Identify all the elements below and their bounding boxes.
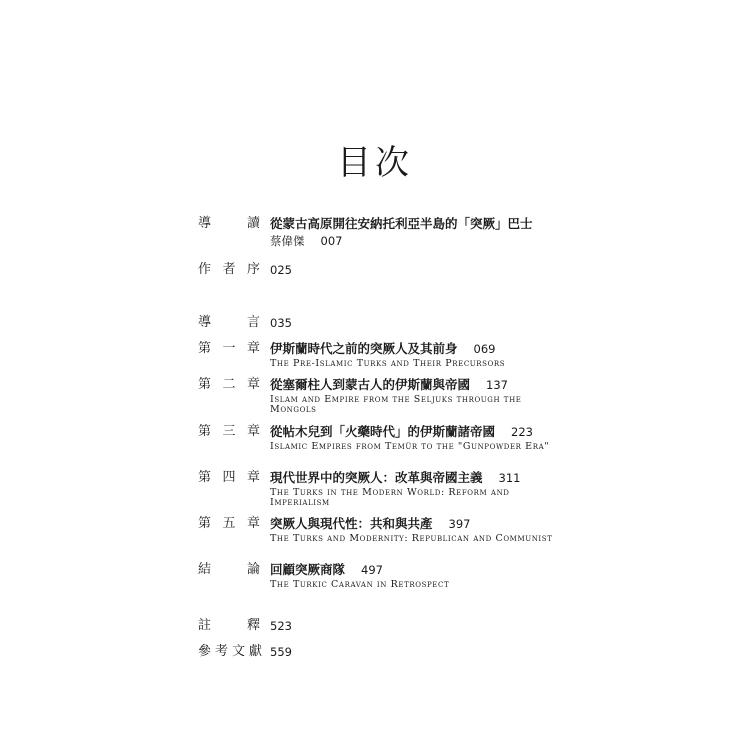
- entry-page: 137: [486, 378, 508, 392]
- entry-label: 註 釋: [198, 618, 260, 633]
- entry-page: 007: [320, 234, 343, 248]
- entry-title: 從帖木兒到「火藥時代」的伊斯蘭諸帝國: [270, 424, 496, 439]
- page-title: 目次: [337, 143, 413, 183]
- entry-author: 蔡偉傑: [270, 234, 305, 248]
- entry-label: 參 考 文 獻: [198, 644, 267, 659]
- entry-label: 作 者 序: [198, 262, 260, 277]
- entry-label: 結 論: [198, 562, 260, 577]
- entry-page: 223: [511, 425, 533, 439]
- entry-page: 559: [270, 645, 292, 659]
- entry-english-title: Islamic Empires from Temür to the "Gunpowder Era": [270, 441, 550, 452]
- entry-label: 第 二 章: [198, 377, 260, 392]
- entry-title: 伊斯蘭時代之前的突厥人及其前身: [270, 341, 458, 356]
- entry-english-title: The Turkic Caravan in Retrospect: [270, 579, 450, 590]
- entry-label: 第 三 章: [198, 424, 260, 439]
- entry-english-title: The Turks in the Modern World: Reform and Imperialism: [270, 487, 510, 508]
- entry-title: 從塞爾柱人到蒙古人的伊斯蘭與帝國: [270, 377, 471, 392]
- entry-page: 397: [448, 517, 471, 531]
- entry-title: 從蒙古高原開往安納托利亞半島的「突厥」巴士: [270, 216, 533, 231]
- entry-title: 現代世界中的突厥人：改革與帝國主義: [270, 470, 483, 485]
- entry-page: 025: [270, 263, 292, 277]
- entry-label: 第 一 章: [198, 341, 260, 356]
- entry-page: 523: [270, 619, 292, 633]
- entry-title: 突厥人與現代性：共和與共產: [270, 516, 433, 531]
- entry-english-title: The Pre-Islamic Turks and Their Precursors: [270, 358, 506, 369]
- entry-page: 311: [498, 471, 521, 485]
- entry-label: 第 五 章: [198, 516, 260, 531]
- entry-label: 第 四 章: [198, 470, 260, 485]
- entry-page: 035: [270, 316, 292, 330]
- entry-english-title: The Turks and Modernity: Republican and Communist: [270, 533, 553, 544]
- entry-page: 497: [361, 563, 383, 577]
- entry-label: 導 言: [198, 315, 260, 330]
- entry-english-title: Islam and Empire from the Seljuks through the Mongols: [270, 394, 522, 415]
- entry-page: 069: [473, 342, 496, 356]
- entry-label: 導 讀: [198, 216, 260, 231]
- entry-title: 回顧突厥商隊: [270, 562, 346, 577]
